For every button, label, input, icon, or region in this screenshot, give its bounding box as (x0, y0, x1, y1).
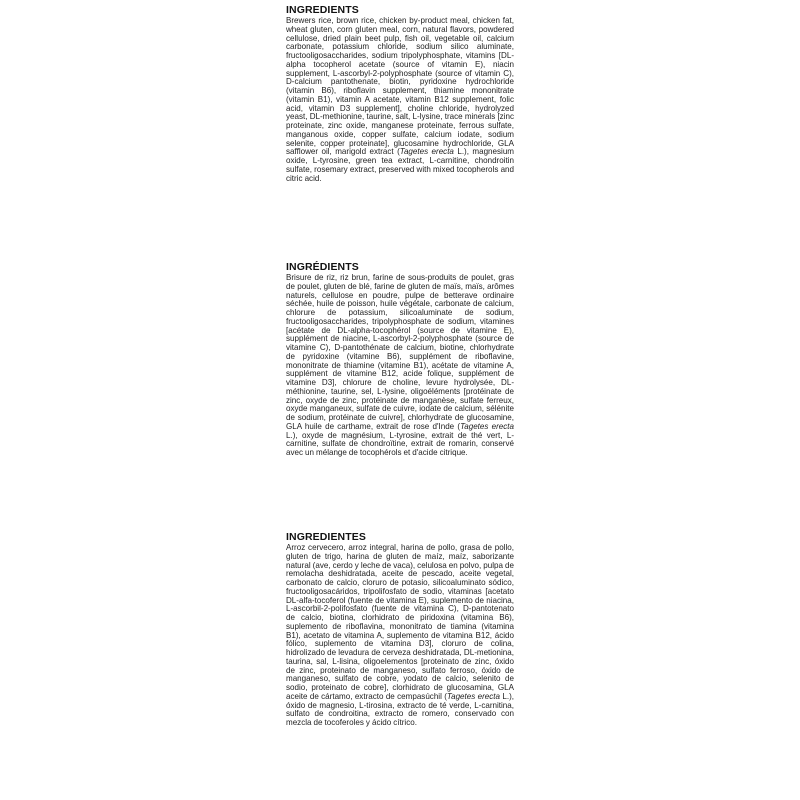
section-heading-french: INGRÉDIENTS (286, 261, 359, 273)
ingredient-text-spanish-part2: L.), óxido de magnesio, L-tirosina, extracto de té verde, L-carnitina, sulfato de condroitina, extracto de romero, conservado con mezcla de tocoferoles y ácido cítrico. (286, 691, 514, 727)
ingredients-section-spanish (286, 531, 514, 728)
ingredient-text-french-part2: L.), oxyde de magnésium, L-tyrosine, extrait de thé vert, L-carnitine, sulfate de chondroïtine, extrait de romarin, conservé avec un mélange de tocophérols et d'acide citrique. (286, 430, 514, 457)
ingredient-text-french-part1: Brisure de riz, riz brun, farine de sous-produits de poulet, gras de poulet, gluten de blé, farine de gluten de maïs, maïs, arômes naturels, cellulose en poudre, pulpe de betterave ordinaire séchée, huile de poisson, huile végétale, carbonate de calcium, chlorure de potassium, silicoaluminate de sodium, fructooligosaccharides, tripolyphosphate de sodium, vitamines [acétate de DL-alpha-tocophérol (source de vitamine E), supplément de niacine, L-ascorbyl-2-polyphosphate (source de vitamine C), D-pantothénate de calcium, biotine, chlorhydrate de pyridoxine (vitamine B6), supplément de riboflavine, mononitrate de thiamine (vitamine B1), acétate de vitamine A, supplément de vitamine B12, acide folique, supplément de vitamine D3], chlorure de choline, levure hydrolysée, DL-méthionine, taurine, sel, L-lysine, oligoéléments [protéinate de zinc, oxyde de zinc, protéinate de manganèse, sulfate ferreux, oxyde manganeux, sulfate de cuivre, iodate de calcium, sélénite de sodium, protéinate de cuivre], chlorhydrate de glucosamine, GLA huile de carthame, extrait de rose d'Inde ( (286, 273, 514, 431)
ingredients-section-french (286, 261, 514, 458)
ingredient-list-french (286, 274, 514, 458)
botanical-name-french: Tagetes erecta (460, 421, 514, 431)
ingredient-text-english-part2: L.), magnesium oxide, L-tyrosine, green tea extract, L-carnitine, chondroitin sulfate, rosemary extract, preserved with mixed tocopherols and citric acid. (286, 147, 514, 183)
botanical-name-english: Tagetes erecta (399, 147, 454, 157)
ingredient-text-spanish-part1: Arroz cervecero, arroz integral, harina de pollo, grasa de pollo, gluten de trigo, harina de gluten de maíz, maíz, saborizante natural (ave, cerdo y leche de vaca), celulosa en polvo, pulpa de remolacha deshidratada, aceite de pescado, aceite vegetal, carbonato de calcio, cloruro de potasio, silicoaluminato sódico, fructooligosacáridos, tripolifosfato de sodio, vitaminas [acetato DL-alfa-tocoferol (fuente de vitamina E), suplemento de niacina, L-ascorbil-2-polifosfato (fuente de vitamina C), D-pantotenato de calcio, biotina, clorhidrato de piridoxina (vitamina B6), suplemento de riboflavina, mononitrato de tiamina (vitamina B1), acetato de vitamina A, suplemento de vitamina B12, ácido fólico, suplemento de vitamina D3], cloruro de colina, hidrolizado de levadura de cerveza deshidratada, DL-metionina, taurina, sal, L-lisina, oligoelementos [proteinato de zinc, óxido de zinc, proteinato de manganeso, sulfato ferroso, óxido de manganeso, sulfato de cobre, yodato de calcio, selenito de sodio, proteinato de cobre], clorhidrato de glucosamina, GLA aceite de cártamo, extracto de cempasúchil ( (286, 543, 514, 701)
ingredient-text-english-part1: Brewers rice, brown rice, chicken by-product meal, chicken fat, wheat gluten, corn gluten meal, corn, natural flavors, powdered cellulose, dried plain beet pulp, fish oil, vegetable oil, calcium carbonate, potassium chloride, sodium silico aluminate, fructooligosaccharides, sodium tripolyphosphate, vitamins [DL-alpha tocopherol acetate (source of vitamin E), niacin supplement, L-ascorbyl-2-polyphosphate (source of vitamin C), D-calcium pantothenate, biotin, pyridoxine hydrochloride (vitamin B6), riboflavin supplement, thiamine mononitrate (vitamin B1), vitamin A acetate, vitamin B12 supplement, folic acid, vitamin D3 supplement], choline chloride, hydrolyzed yeast, DL-methionine, taurine, salt, L-lysine, trace minerals [zinc proteinate, zinc oxide, manganese proteinate, ferrous sulfate, manganous oxide, copper sulfate, calcium iodate, sodium selenite, copper proteinate], glucosamine hydrochloride, GLA safflower oil, marigold extract ( (286, 16, 514, 157)
ingredient-list-spanish (286, 544, 514, 728)
ingredient-list-english (286, 17, 514, 183)
section-heading-english: INGREDIENTS (286, 4, 359, 16)
section-heading-spanish: INGREDIENTES (286, 531, 366, 543)
ingredients-section-english (286, 4, 514, 183)
ingredients-label-panel (286, 4, 514, 796)
botanical-name-spanish: Tagetes erecta (446, 691, 500, 701)
